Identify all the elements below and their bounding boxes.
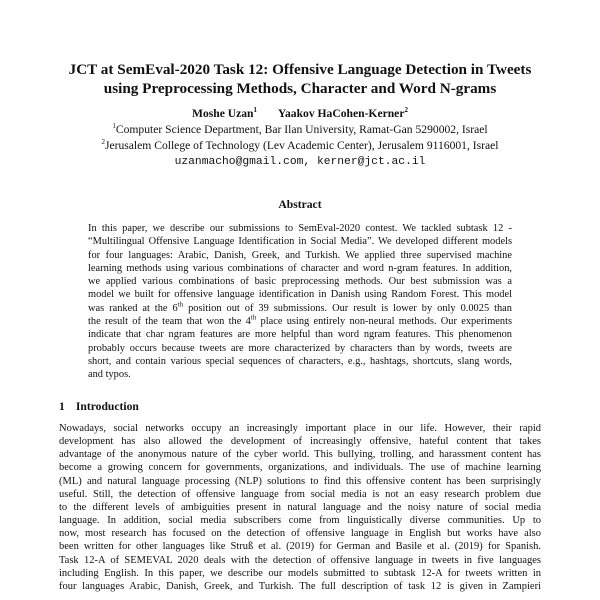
affiliation-1-sup: 1 [112, 122, 116, 131]
abstract-line: model we built for offensive language identification in Danish using Random Forest. This model [88, 289, 512, 301]
title-line-1: JCT at SemEval-2020 Task 12: Offensive Language Detection in Tweets [68, 61, 532, 78]
abstract-text: was ranked at the 6 [88, 302, 178, 314]
paper-title [40, 60, 560, 98]
body-line: (ML) and natural language processing (NLP) solutions to find this offensive content has been surprisingly [59, 475, 541, 487]
author-2-sup: 2 [404, 106, 408, 115]
affiliation-2-text: Jerusalem College of Technology (Lev Academic Center), Jerusalem 9116001, Israel [104, 139, 499, 152]
body-line: four languages Arabic, Danish, Greek, and Turkish. The full description of task 12 is given in Zampieri [59, 580, 541, 592]
abstract-line: for four languages: Arabic, Danish, Greek, and Turkish. We applied three supervised machine [88, 249, 512, 261]
abstract-line: In this paper, we describe our submissions to SemEval-2020 contest. We tackled subtask 12 - [88, 223, 512, 234]
abstract-line: short, and contain various special sequences of characters, e.g., hashtags, shortcuts, slang words, [88, 355, 512, 367]
section-heading-introduction [59, 400, 139, 413]
abstract-line: we applied various combinations of basic preprocessing methods. Our best submission was a [88, 276, 512, 288]
author-1-name: Moshe Uzan [192, 107, 254, 120]
body-line: advantage of the anonymous nature of the cyber world. This bullying, trolling, and harassment content has [59, 449, 541, 461]
affiliation-1 [40, 122, 560, 138]
body-line: to the different levels of ambiguities present in natural language and the noisy nature of social media [59, 501, 541, 513]
title-line-2: using Preprocessing Methods, Character and Word N-grams [103, 80, 497, 97]
abstract-heading: Abstract [278, 198, 322, 211]
author-2 [278, 107, 408, 120]
body-line: Task 12-A of SEMEVAL 2020 deals with the detection of offensive language in tweets in five languages [59, 554, 541, 566]
author-names [40, 106, 560, 122]
abstract-text: the result of the team that won the 4 [88, 316, 251, 328]
abstract-line: and typos. [88, 369, 131, 381]
section-number: 1 [59, 400, 65, 413]
author-block [40, 106, 560, 170]
affiliation-2-sup: 2 [101, 138, 105, 147]
author-emails: uzanmacho@gmail.com, kerner@jct.ac.il [174, 156, 426, 168]
body-line: been written for other languages like Struß et al. (2019) for German and Basile et al. (2019) for Spanish. [59, 541, 541, 553]
abstract-line [88, 302, 512, 315]
abstract-line: learning methods using various combinations of character and word n-gram features. In addition, [88, 262, 512, 274]
body-line: useful. Still, the detection of offensive language from social media is not an easy research problem due [59, 488, 541, 500]
section-title: Introduction [75, 400, 139, 413]
body-line: language. In addition, social media subscribers come from linguistically diverse communities. Up to [59, 515, 541, 527]
abstract-sup: th [250, 313, 257, 322]
author-1 [192, 107, 257, 120]
body-line: including English. In this paper, we describe our models submitted to subtask 12-A for tweets written in [59, 567, 541, 579]
abstract-text: place using entirely non-neural methods. Our experiments [256, 316, 513, 328]
affiliation-1-text: Computer Science Department, Bar Ilan University, Ramat-Gan 5290002, Israel [115, 123, 488, 136]
abstract-text: position out of 39 submissions. Our result is lower by only 0.0025 than [183, 302, 512, 314]
abstract-sup: th [177, 300, 184, 309]
affiliation-2 [40, 138, 560, 154]
body-line: now, most research has focused on the detection of offensive language in English but works have also [59, 528, 541, 540]
abstract-line: probably occurs because tweets are more characterized by characters than by words, tweets are [88, 342, 512, 354]
abstract-line: “Multilingual Offensive Language Identification in Social Media”. We developed different models [88, 236, 512, 248]
body-line: Nowadays, social networks occupy an increasingly important place in our life. However, their rapid [59, 423, 541, 434]
abstract-line [88, 315, 512, 328]
introduction-body [59, 422, 541, 593]
author-1-sup: 1 [253, 106, 258, 115]
body-line: become a growing concern for governments, organizations, and individuals. The use of machine learning [59, 462, 541, 474]
abstract-body [88, 222, 512, 382]
body-line: development has also allowed the development of increasingly offensive, hateful content that takes [59, 436, 541, 448]
author-2-name: Yaakov HaCohen-Kerner [277, 107, 405, 120]
abstract-line: indicate that char ngram features are more helpful than word ngram features. This phenomenon [88, 329, 512, 341]
